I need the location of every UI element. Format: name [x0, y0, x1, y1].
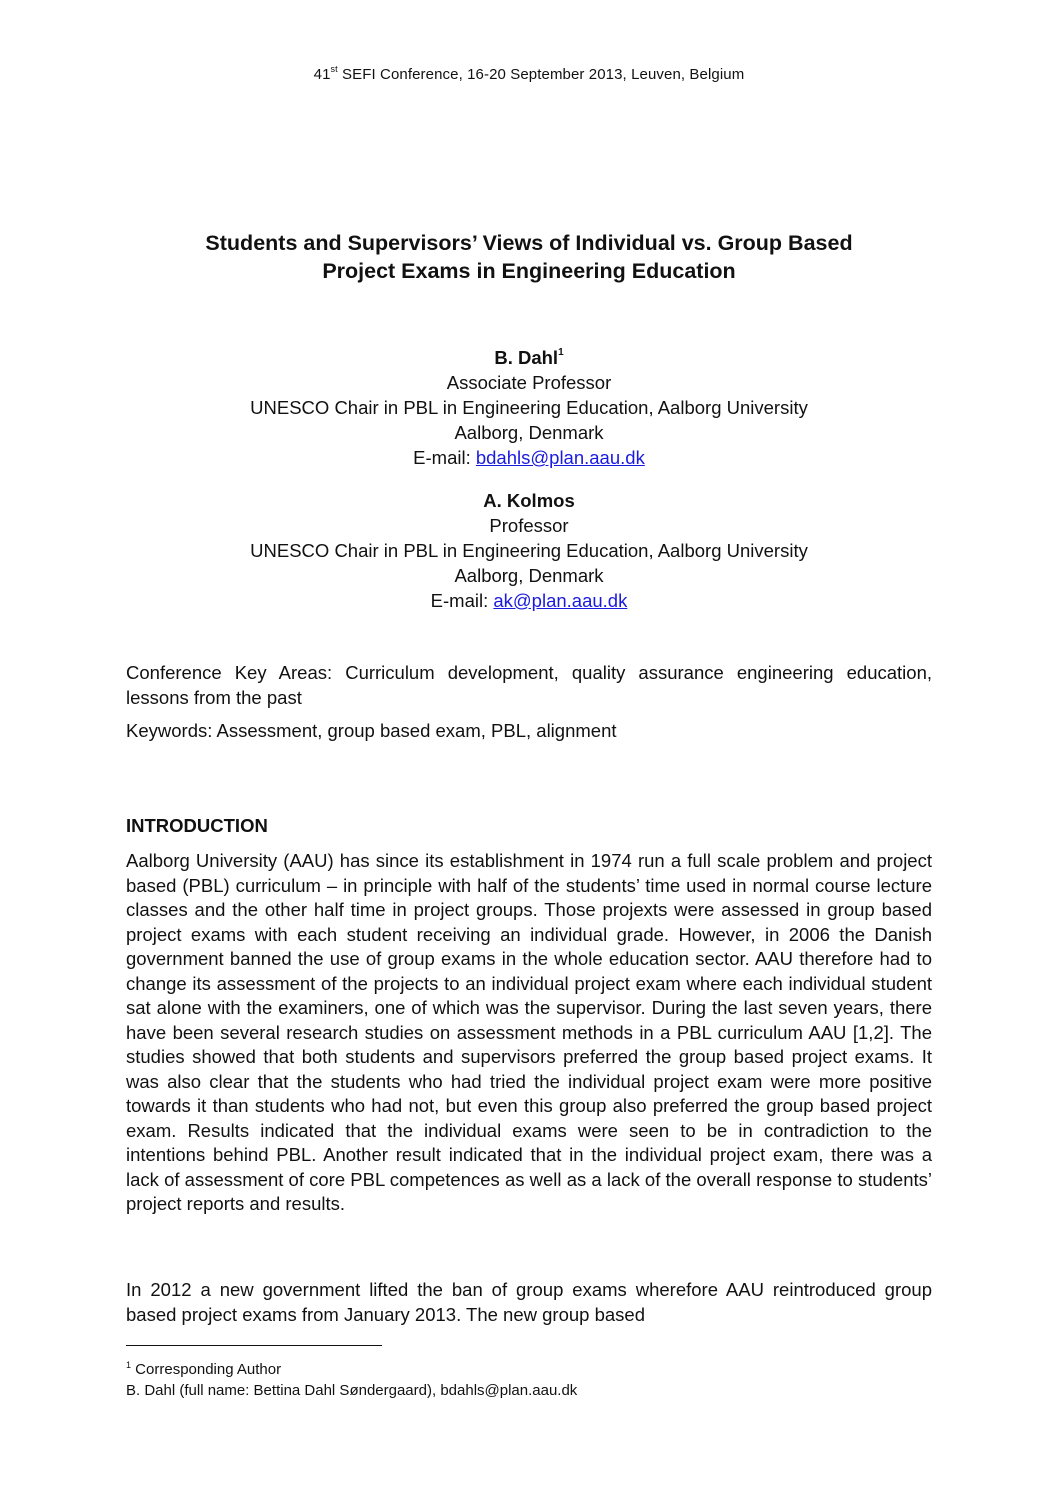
section-heading-introduction: INTRODUCTION	[126, 815, 268, 836]
conference-key-areas: Conference Key Areas: Curriculum development, quality assurance engineering education, lessons from the past	[126, 662, 932, 708]
paper-title-line-2: Project Exams in Engineering Education	[322, 259, 736, 283]
footnote	[126, 1355, 577, 1401]
conference-number: 41	[313, 66, 331, 83]
author-block-dahl	[126, 340, 932, 470]
conference-details: SEFI Conference, 16-20 September 2013, Leuven, Belgium	[337, 66, 745, 83]
footnote-text: Corresponding Author	[131, 1361, 282, 1378]
introduction-paragraph-2: In 2012 a new government lifted the ban of group exams wherefore AAU reintroduced group based project exams from January 2013. The new group based	[126, 1279, 932, 1325]
author-email-line	[126, 445, 932, 470]
author-affiliation: UNESCO Chair in PBL in Engineering Education, Aalborg University	[250, 397, 808, 418]
author-affiliation: UNESCO Chair in PBL in Engineering Education, Aalborg University	[250, 540, 808, 561]
paper-title-line-1: Students and Supervisors’ Views of Individual vs. Group Based	[205, 231, 853, 255]
author-email-line	[126, 588, 932, 613]
introduction-paragraph-1: Aalborg University (AAU) has since its establishment in 1974 run a full scale problem and project based (PBL) curriculum – in principle with half of the students’ time used in normal course lecture classes and the other half time in project groups. Those projexts were assessed in group based project exams with each student receiving an individual grade. However, in 2006 the Danish government banned the use of group exams in the whole education sector. AAU therefore had to change its assessment of the projects to an individual project exam where each individual student sat alone with the examiners, one of which was the supervisor. During the last seven years, there have been several research studies on assessment methods in a PBL curriculum AAU [1,2]. The studies showed that both students and supervisors preferred the group based project exams. It was also clear that the students who had tried the individual project exam were more positive towards it than students who had not, but even this group also preferred the group based project exam. Results indicated that the individual exams were seen to be in contradiction to the intentions behind PBL. Another result indicated that in the individual project exam, there was a lack of assessment of core PBL competences as well as a lack of the overall response to students’ project reports and results.	[126, 850, 932, 1214]
author-position: Professor	[489, 515, 569, 536]
footnote-marker[interactable]: 1	[558, 347, 564, 358]
author-email-link[interactable]: ak@plan.aau.dk	[493, 590, 628, 611]
author-email-link[interactable]: bdahls@plan.aau.dk	[475, 447, 645, 468]
author-location: Aalborg, Denmark	[454, 422, 604, 443]
author-block-kolmos	[126, 488, 932, 613]
author-name	[126, 340, 932, 370]
email-label: E-mail:	[413, 447, 476, 468]
conference-header	[0, 64, 1058, 83]
keywords: Keywords: Assessment, group based exam, PBL, alignment	[126, 720, 617, 741]
author-name-text: B. Dahl	[494, 347, 559, 368]
email-label: E-mail:	[430, 590, 494, 611]
author-location: Aalborg, Denmark	[454, 565, 604, 586]
paper-title	[126, 229, 932, 285]
author-name: A. Kolmos	[483, 490, 575, 511]
footnote-divider	[126, 1345, 382, 1346]
footnote-line-1	[126, 1355, 577, 1380]
footnote-mark: 1	[126, 1360, 132, 1370]
footnote-line-2: B. Dahl (full name: Bettina Dahl Søndergaard), bdahls@plan.aau.dk	[126, 1382, 578, 1399]
author-position: Associate Professor	[446, 372, 612, 393]
conference-ordinal-suffix: st	[330, 64, 338, 74]
